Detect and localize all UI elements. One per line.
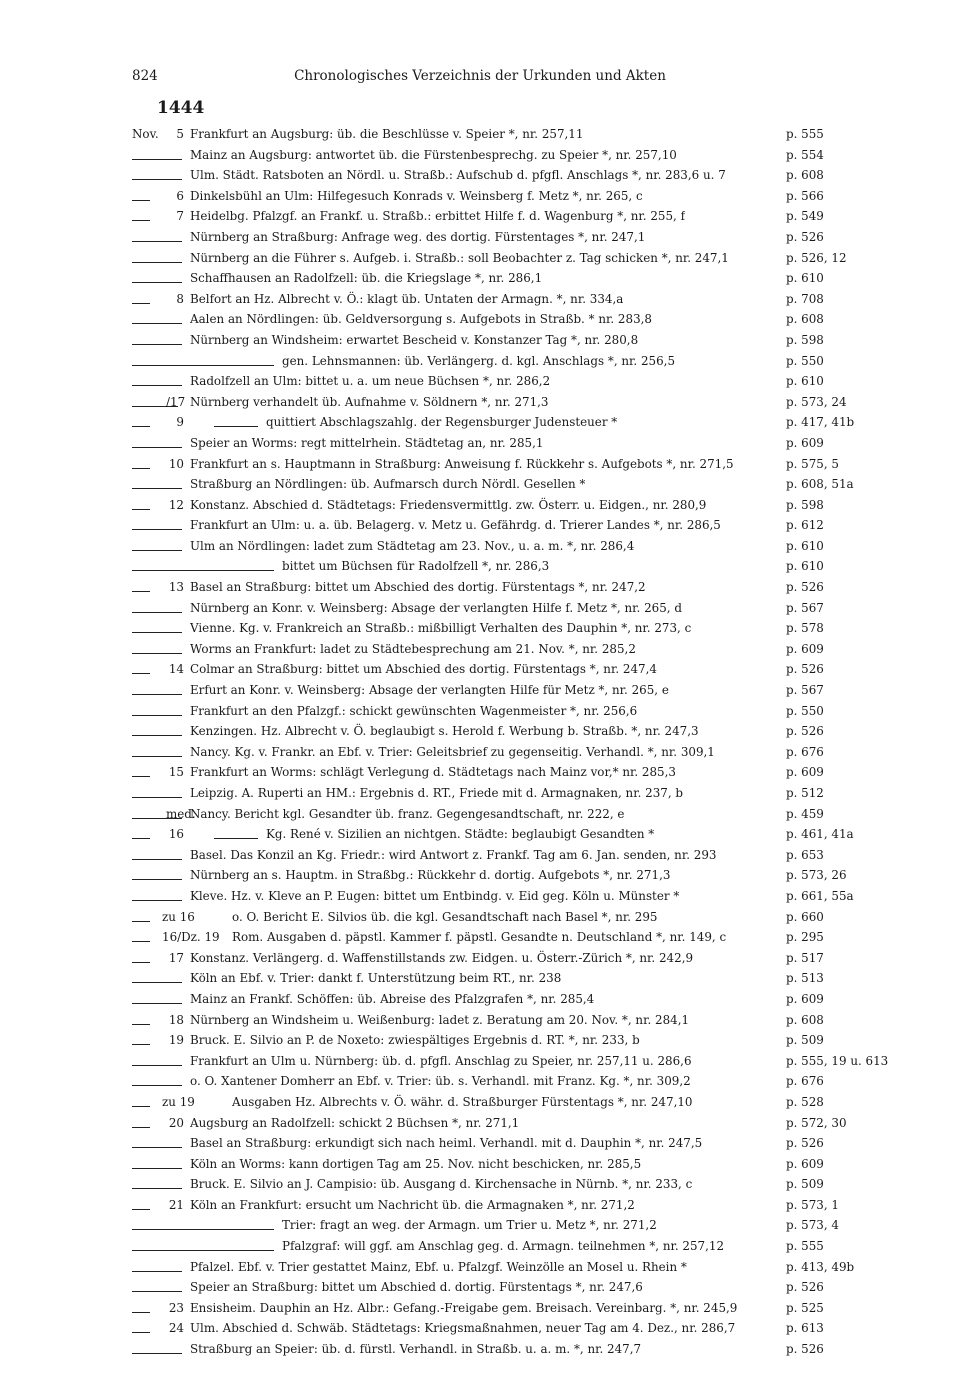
register-entry: [132, 289, 828, 310]
ditto-dash: [132, 1003, 182, 1004]
ditto-dash: [132, 262, 182, 263]
entry-text: Basel an Straßburg: erkundigt sich nach heiml. Verhandl. mit d. Dauphin *, nr. 247,5: [190, 1136, 703, 1151]
register-entry: [132, 989, 828, 1010]
register-entry: [132, 330, 828, 351]
ditto-dash: [132, 529, 182, 530]
entry-text: Heidelbg. Pfalzgf. an Frankf. u. Straßb.: erbittet Hilfe f. d. Wagenburg *, nr. 255, f: [190, 209, 686, 224]
entry-text: Frankfurt an Augsburg: üb. die Beschlüsse v. Speier *, nr. 257,11: [190, 127, 584, 141]
register-entry: [132, 1257, 855, 1278]
register-entry: [132, 371, 828, 392]
page-reference: p. 550: [786, 703, 824, 718]
page-reference: p. 676: [786, 1074, 824, 1089]
page-reference: p. 526: [786, 1342, 824, 1357]
page-reference: p. 526: [786, 229, 824, 244]
register-entry: [132, 948, 828, 969]
ditto-dash: [132, 1229, 274, 1230]
day-label: 20: [168, 1115, 184, 1130]
entry-text: Vienne. Kg. v. Frankreich an Straßb.: mißbilligt Verhalten des Dauphin *, nr. 273, c: [190, 621, 692, 636]
day-label: 15: [168, 765, 184, 780]
page-reference: p. 609: [786, 1156, 824, 1171]
entry-text: Rom. Ausgaben d. päpstl. Kammer f. päpstl. Gesandte n. Deutschland *, nr. 149, c: [232, 930, 727, 945]
entry-text: Köln an Ebf. v. Trier: dankt f. Unterstützung beim RT., nr. 238: [190, 971, 562, 986]
ditto-dash: [132, 1147, 182, 1148]
page-reference: p. 567: [786, 600, 824, 615]
entry-text: Nancy. Kg. v. Frankr. an Ebf. v. Trier: Geleitsbrief zu gegenseitig. Verhandl. *, nr. 309,1: [190, 744, 715, 759]
ditto-dash: [132, 241, 182, 242]
page-reference: p. 513: [786, 971, 824, 986]
register-entry: [132, 577, 828, 598]
entry-text: Radolfzell an Ulm: bittet u. a. um neue Büchsen *, nr. 286,2: [190, 374, 551, 389]
page-reference: p. 528: [786, 1094, 824, 1109]
page-reference: p. 578: [786, 621, 824, 636]
register-entry: [132, 536, 828, 557]
register-entry: [132, 556, 828, 577]
day-label: 21: [168, 1197, 184, 1212]
page-reference: p. 525: [786, 1300, 824, 1315]
ditto-dash: [132, 1332, 150, 1333]
entry-text: Kenzingen. Hz. Albrecht v. Ö. beglaubigt s. Herold f. Werbung b. Straßb. *, nr. 247,3: [190, 724, 699, 739]
page-reference: p. 598: [786, 332, 824, 347]
day-label: 12: [168, 497, 184, 512]
register-list: [132, 124, 889, 1360]
day-label: 5: [176, 127, 184, 141]
page-reference: p. 573, 24: [786, 394, 847, 409]
register-entry: [132, 1092, 828, 1113]
page-reference: p. 526: [786, 1280, 824, 1295]
entry-text: bittet um Büchsen für Radolfzell *, nr. 286,3: [282, 559, 550, 574]
register-entry: [132, 1339, 828, 1360]
page-reference: p. 526: [786, 724, 824, 739]
entry-text: Ulm. Städt. Ratsboten an Nördl. u. Straßb.: Aufschub d. pfgfl. Anschlags *, nr. 283,6 u. 7: [190, 168, 726, 183]
page-reference: p. 555: [786, 127, 824, 141]
entry-text: Nürnberg an Straßburg: Anfrage weg. des dortig. Fürstentages *, nr. 247,1: [190, 229, 646, 244]
page-reference: p. 573, 4: [786, 1218, 839, 1233]
day-label: 18: [168, 1012, 184, 1027]
register-entry: [132, 268, 828, 289]
ditto-dash: [132, 735, 182, 736]
register-entry: [132, 824, 854, 845]
ditto-dash-inner: [214, 426, 258, 427]
page-reference: p. 610: [786, 559, 824, 574]
register-entry: [132, 1277, 828, 1298]
page-reference: p. 526, 12: [786, 250, 847, 265]
page-reference: p. 554: [786, 147, 824, 162]
ditto-dash: [132, 1250, 274, 1251]
day-label: 10: [168, 456, 184, 471]
register-entry: [132, 309, 828, 330]
page-reference: p. 609: [786, 641, 824, 656]
register-entry: [132, 618, 828, 639]
day-label: zu 19: [162, 1094, 195, 1109]
entry-text: Pfalzel. Ebf. v. Trier gestattet Mainz, Ebf. u. Pfalzgf. Weinzölle an Mosel u. Rhein *: [190, 1259, 687, 1274]
page-reference: p. 660: [786, 909, 824, 924]
ditto-dash: [132, 1312, 150, 1313]
register-entry: [132, 1030, 828, 1051]
ditto-dash: [132, 1065, 182, 1066]
register-entry: [132, 392, 847, 413]
ditto-dash: [132, 570, 274, 571]
entry-text: Köln an Frankfurt: ersucht um Nachricht üb. die Armagnaken *, nr. 271,2: [190, 1197, 635, 1212]
date-qualifier: med.: [166, 806, 196, 821]
page-reference: p. 708: [786, 291, 824, 306]
register-entry: [132, 742, 828, 763]
page-reference: p. 517: [786, 950, 824, 965]
register-entry: [132, 454, 839, 475]
page-reference: p. 609: [786, 991, 824, 1006]
register-entry: [132, 186, 828, 207]
page-reference: p. 598: [786, 497, 824, 512]
entry-text: Ulm. Abschied d. Schwäb. Städtetags: Kriegsmaßnahmen, neuer Tag am 4. Dez., nr. 286,7: [190, 1321, 736, 1336]
register-entry: [132, 598, 828, 619]
entry-text: Leipzig. A. Ruperti an HM.: Ergebnis d. RT., Friede mit d. Armagnaken, nr. 237, b: [190, 786, 684, 800]
day-label: 6: [176, 188, 184, 203]
ditto-dash: [132, 179, 182, 180]
ditto-dash: [132, 612, 182, 613]
page-reference: p. 417, 41b: [786, 415, 855, 430]
running-title: Chronologisches Verzeichnis der Urkunden und Akten: [294, 68, 666, 84]
register-entry: [132, 1195, 839, 1216]
register-entry: [132, 968, 828, 989]
entry-text: Speier an Worms: regt mittelrhein. Städtetag an, nr. 285,1: [190, 435, 544, 450]
register-entry: [132, 1174, 828, 1195]
entry-text: Ensisheim. Dauphin an Hz. Albr.: Gefang.-Freigabe gem. Breisach. Vereinbarg. *, nr. 245,9: [190, 1300, 738, 1315]
entry-text: Trier: fragt an weg. der Armagn. um Trier u. Metz *, nr. 271,2: [282, 1218, 657, 1233]
entry-text: Basel an Straßburg: bittet um Abschied des dortig. Fürstentags *, nr. 247,2: [190, 580, 646, 595]
page-reference: p. 549: [786, 209, 824, 224]
entry-text: gen. Lehnsmannen: üb. Verlängerg. d. kgl. Anschlags *, nr. 256,5: [282, 353, 676, 368]
register-entry: [132, 927, 828, 948]
ditto-dash: [132, 1188, 182, 1189]
ditto-dash: [132, 1209, 150, 1210]
register-entry: [132, 680, 828, 701]
ditto-dash: [132, 776, 150, 777]
ditto-dash: [132, 550, 182, 551]
ditto-dash: [132, 673, 150, 674]
ditto-dash: [132, 1271, 182, 1272]
page-reference: p. 608: [786, 168, 824, 183]
day-label: 17: [168, 950, 184, 965]
register-entry: [132, 1010, 828, 1031]
entry-text: Frankfurt an Worms: schlägt Verlegung d. Städtetags nach Mainz vor,* nr. 285,3: [190, 765, 676, 780]
register-entry: [132, 1215, 839, 1236]
register-entry: [132, 1051, 889, 1072]
register-entry: [132, 1298, 828, 1319]
day-label: 23: [168, 1300, 184, 1315]
entry-text: Straßburg an Nördlingen: üb. Aufmarsch durch Nördl. Gesellen *: [190, 477, 586, 492]
day-label: 19: [168, 1033, 184, 1048]
entry-text: Kg. René v. Sizilien an nichtgen. Städte: beglaubigt Gesandten *: [266, 827, 655, 842]
entry-text: Nürnberg an Konr. v. Weinsberg: Absage der verlangten Hilfe f. Metz *, nr. 265, d: [190, 600, 682, 615]
entry-text: quittiert Abschlagszahlg. der Regensburger Judensteuer *: [266, 415, 618, 430]
day-label: 16: [168, 827, 184, 842]
entry-text: Dinkelsbühl an Ulm: Hilfegesuch Konrads v. Weinsberg f. Metz *, nr. 265, c: [190, 188, 643, 203]
register-entry: [132, 1318, 828, 1339]
page-reference: p. 575, 5: [786, 456, 839, 471]
ditto-dash: [132, 653, 182, 654]
ditto-dash: [132, 282, 182, 283]
ditto-dash: [132, 1085, 182, 1086]
page-reference: p. 572, 30: [786, 1115, 847, 1130]
page-reference: p. 610: [786, 374, 824, 389]
entry-text: Köln an Worms: kann dortigen Tag am 25. Nov. nicht beschicken, nr. 285,5: [190, 1156, 642, 1171]
ditto-dash: [132, 1291, 182, 1292]
page-reference: p. 608, 51a: [786, 477, 854, 492]
register-entry: [132, 206, 828, 227]
entry-text: Nürnberg verhandelt üb. Aufnahme v. Söldnern *, nr. 271,3: [190, 394, 549, 409]
ditto-dash: [132, 1024, 150, 1025]
day-label: 8: [176, 291, 184, 306]
entry-text: Nürnberg an die Führer s. Aufgeb. i. Straßb.: soll Beobachter z. Tag schicken *, nr. 247,1: [190, 250, 729, 265]
page-reference: p. 526: [786, 662, 824, 677]
page-reference: p. 459: [786, 806, 824, 821]
entry-text: Frankfurt an den Pfalzgf.: schickt gewünschten Wagenmeister *, nr. 256,6: [190, 703, 638, 718]
ditto-dash: [132, 797, 182, 798]
ditto-dash: [132, 982, 182, 983]
ditto-dash: [132, 879, 182, 880]
entry-text: Mainz an Augsburg: antwortet üb. die Fürstenbesprechg. zu Speier *, nr. 257,10: [190, 147, 677, 162]
entry-text: Speier an Straßburg: bittet um Abschied d. dortig. Fürstentags *, nr. 247,6: [190, 1280, 643, 1295]
entry-text: Kleve. Hz. v. Kleve an P. Eugen: bittet um Entbindg. v. Eid geg. Köln u. Münster *: [190, 888, 680, 903]
page-reference: p. 609: [786, 765, 824, 780]
day-label: 9: [176, 415, 184, 430]
ditto-dash: [132, 385, 182, 386]
register-entry: [132, 1133, 828, 1154]
ditto-dash: [132, 1168, 182, 1169]
day-label: 7: [176, 209, 184, 224]
entry-text: Augsburg an Radolfzell: schickt 2 Büchsen *, nr. 271,1: [190, 1115, 520, 1130]
register-entry: [132, 515, 828, 536]
day-label: /17: [166, 394, 186, 409]
register-entry: [132, 865, 847, 886]
register-entry: [132, 1236, 828, 1257]
register-entry: [132, 227, 828, 248]
ditto-dash: [132, 694, 182, 695]
page-reference: p. 653: [786, 847, 824, 862]
ditto-dash: [132, 756, 182, 757]
entry-text: Erfurt an Konr. v. Weinsberg: Absage der verlangten Hilfe für Metz *, nr. 265, e: [190, 683, 669, 698]
ditto-dash: [132, 426, 150, 427]
register-entry: [132, 783, 828, 804]
ditto-dash: [132, 200, 150, 201]
year-heading: 1444: [157, 98, 205, 118]
page-reference: p. 661, 55a: [786, 888, 854, 903]
page-reference: p. 512: [786, 786, 824, 800]
page-reference: p. 555: [786, 1239, 824, 1254]
page-reference: p. 461, 41a: [786, 827, 854, 842]
page-reference: p. 613: [786, 1321, 824, 1336]
entry-text: Belfort an Hz. Albrecht v. Ö.: klagt üb. Untaten der Armagn. *, nr. 334,a: [190, 291, 624, 306]
register-entry: [132, 474, 854, 495]
entry-text: Colmar an Straßburg: bittet um Abschied des dortig. Fürstentags *, nr. 247,4: [190, 662, 657, 677]
entry-text: Nürnberg an Windsheim u. Weißenburg: ladet z. Beratung am 20. Nov. *, nr. 284,1: [190, 1012, 690, 1027]
page-reference: p. 509: [786, 1033, 824, 1048]
page-reference: p. 567: [786, 683, 824, 698]
ditto-dash: [132, 838, 150, 839]
entry-text: Frankfurt an Ulm u. Nürnberg: üb. d. pfgfl. Anschlag zu Speier, nr. 257,11 u. 286,6: [190, 1053, 692, 1068]
page-reference: p. 526: [786, 1136, 824, 1151]
page-reference: p. 573, 26: [786, 868, 847, 883]
register-entry: [132, 495, 828, 516]
ditto-dash: [132, 365, 274, 366]
register-entry: [132, 433, 828, 454]
register-entry: [132, 886, 854, 907]
register-entry: [132, 248, 847, 269]
page-reference: p. 676: [786, 744, 824, 759]
entry-text: Schaffhausen an Radolfzell: üb. die Kriegslage *, nr. 286,1: [190, 271, 543, 286]
page-reference: p. 509: [786, 1177, 824, 1192]
register-entry: [132, 762, 828, 783]
ditto-dash: [132, 344, 182, 345]
ditto-dash: [132, 1044, 150, 1045]
ditto-dash: [132, 303, 150, 304]
register-entry: [132, 351, 828, 372]
day-label: 14: [168, 662, 184, 677]
register-entry: [132, 1071, 828, 1092]
ditto-dash: [132, 921, 150, 922]
day-label: 16/Dz. 19: [162, 930, 220, 945]
ditto-dash: [132, 220, 150, 221]
entry-text: Aalen an Nördlingen: üb. Geldversorgung s. Aufgebots in Straßb. * nr. 283,8: [190, 312, 652, 327]
ditto-dash: [132, 447, 182, 448]
register-entry: [132, 639, 828, 660]
ditto-dash: [132, 1353, 182, 1354]
entry-text: Konstanz. Abschied d. Städtetags: Friedensvermittlg. zw. Österr. u. Eidgen., nr. 280,9: [190, 497, 707, 512]
ditto-dash-inner: [214, 838, 258, 839]
entry-text: Bruck. E. Silvio an P. de Noxeto: zwiespältiges Ergebnis d. RT. *, nr. 233, b: [190, 1033, 640, 1048]
entry-text: Nürnberg an Windsheim: erwartet Bescheid v. Konstanzer Tag *, nr. 280,8: [190, 332, 639, 347]
entry-text: Straßburg an Speier: üb. d. fürstl. Verhandl. in Straßb. u. a. m. *, nr. 247,7: [190, 1342, 642, 1357]
day-label: 13: [168, 580, 184, 595]
register-entry: [132, 804, 828, 825]
page-reference: p. 555, 19 u. 613: [786, 1053, 889, 1068]
ditto-dash: [132, 591, 150, 592]
register-entry: [132, 721, 828, 742]
entry-text: Frankfurt an s. Hauptmann in Straßburg: Anweisung f. Rückkehr s. Aufgebots *, nr. 271,5: [190, 456, 734, 471]
day-label: 24: [168, 1321, 184, 1336]
page-reference: p. 566: [786, 188, 824, 203]
page-reference: p. 609: [786, 435, 824, 450]
ditto-dash: [132, 468, 150, 469]
page-reference: p. 550: [786, 353, 824, 368]
register-entry: [132, 412, 855, 433]
page-number: 824: [132, 68, 158, 84]
register-entry: [132, 845, 828, 866]
page-reference: p. 526: [786, 580, 824, 595]
page-reference: p. 295: [786, 930, 824, 945]
page-reference: p. 610: [786, 271, 824, 286]
page-reference: p. 413, 49b: [786, 1259, 855, 1274]
register-entry: [132, 165, 828, 186]
ditto-dash: [132, 941, 150, 942]
ditto-dash: [132, 715, 182, 716]
entry-text: Basel. Das Konzil an Kg. Friedr.: wird Antwort z. Frankf. Tag am 6. Jan. senden, nr. 293: [190, 847, 717, 862]
ditto-dash: [132, 159, 182, 160]
ditto-dash: [132, 509, 150, 510]
entry-text: Ausgaben Hz. Albrechts v. Ö. währ. d. Straßburger Fürstentags *, nr. 247,10: [232, 1094, 693, 1109]
entry-text: Mainz an Frankf. Schöffen: üb. Abreise des Pfalzgrafen *, nr. 285,4: [190, 991, 595, 1006]
entry-text: o. O. Bericht E. Silvios üb. die kgl. Gesandtschaft nach Basel *, nr. 295: [232, 909, 658, 924]
entry-text: o. O. Xantener Domherr an Ebf. v. Trier: üb. s. Verhandl. mit Franz. Kg. *, nr. 309,2: [190, 1074, 691, 1089]
ditto-dash: [132, 323, 182, 324]
register-entry: [132, 1113, 847, 1134]
page-reference: p. 608: [786, 312, 824, 327]
ditto-dash: [132, 1127, 150, 1128]
ditto-dash: [132, 859, 182, 860]
ditto-dash: [132, 1106, 150, 1107]
month-label: Nov.: [132, 127, 159, 141]
entry-text: Ulm an Nördlingen: ladet zum Städtetag am 23. Nov., u. a. m. *, nr. 286,4: [190, 538, 635, 553]
ditto-dash: [132, 632, 182, 633]
entry-text: Nancy. Bericht kgl. Gesandter üb. franz. Gegengesandtschaft, nr. 222, e: [190, 806, 625, 821]
page-reference: p. 573, 1: [786, 1197, 839, 1212]
day-label: zu 16: [162, 909, 195, 924]
ditto-dash: [132, 488, 182, 489]
ditto-dash: [132, 900, 182, 901]
register-entry: [132, 145, 828, 166]
register-entry: [132, 124, 828, 145]
entry-text: Frankfurt an Ulm: u. a. üb. Belagerg. v. Metz u. Gefährdg. d. Trierer Landes *, nr. 286,5: [190, 518, 721, 533]
entry-text: Pfalzgraf: will ggf. am Anschlag geg. d. Armagn. teilnehmen *, nr. 257,12: [282, 1239, 725, 1254]
page-header: [132, 68, 828, 88]
ditto-dash: [132, 962, 150, 963]
register-entry: [132, 1154, 828, 1175]
page-reference: p. 608: [786, 1012, 824, 1027]
entry-text: Konstanz. Verlängerg. d. Waffenstillstands zw. Eidgen. u. Österr.-Zürich *, nr. 242,9: [190, 950, 694, 965]
page-reference: p. 612: [786, 518, 824, 533]
register-entry: [132, 907, 828, 928]
page-reference: p. 610: [786, 538, 824, 553]
entry-text: Bruck. E. Silvio an J. Campisio: üb. Ausgang d. Kirchensache in Nürnb. *, nr. 233, c: [190, 1177, 693, 1192]
register-entry: [132, 659, 828, 680]
entry-text: Nürnberg an s. Hauptm. in Straßbg.: Rückkehr d. dortig. Aufgebots *, nr. 271,3: [190, 868, 671, 883]
entry-text: Worms an Frankfurt: ladet zu Städtebesprechung am 21. Nov. *, nr. 285,2: [190, 641, 636, 656]
register-entry: [132, 701, 828, 722]
